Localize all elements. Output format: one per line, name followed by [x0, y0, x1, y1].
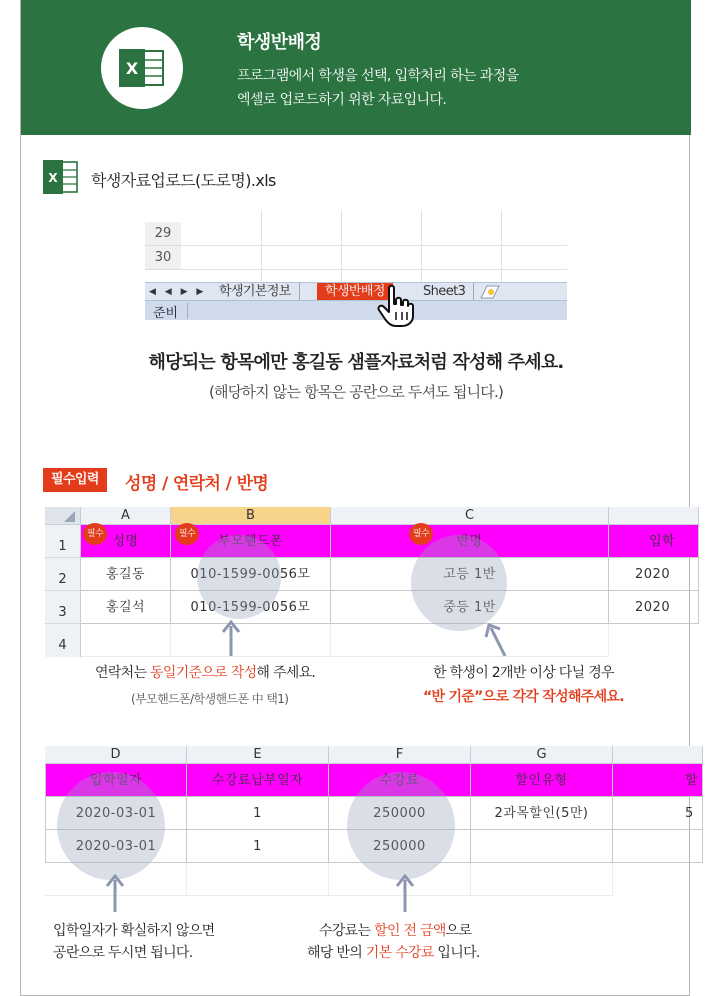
svg-text:X: X [48, 171, 58, 185]
row-header[interactable]: 3 [45, 591, 81, 624]
header-description [237, 64, 519, 112]
note-class-line1: 한 학생이 2개반 이상 다닐 경우 [433, 665, 614, 681]
arrow-up-icon [393, 874, 417, 914]
row-header[interactable]: 2 [45, 558, 81, 591]
required-title: 성명 / 연락처 / 반명 [125, 474, 269, 494]
sheet-nav-arrows[interactable]: ◀ ◀ ▶ ▶ [149, 287, 207, 297]
sheet-required [45, 507, 691, 657]
guide-frame [20, 0, 699, 996]
note-fee-highlight2: 기본 수강료 [365, 945, 434, 961]
row-header[interactable]: 1 [45, 525, 81, 558]
header-cell-fee[interactable]: 수강료 [329, 764, 471, 797]
sheet-tab-bar [145, 282, 567, 300]
select-all-icon[interactable] [45, 507, 81, 525]
highlight-circle [411, 535, 507, 631]
arrow-up-icon [103, 874, 127, 914]
table-cell[interactable]: 2020-03-01 [45, 830, 187, 863]
table-cell[interactable]: 010-1599-0056모 [171, 591, 331, 624]
column-header-b[interactable]: B [171, 507, 331, 525]
table-cell[interactable] [187, 863, 329, 896]
column-header-a[interactable]: A [81, 507, 171, 525]
table-cell[interactable]: 홍길동 [81, 558, 171, 591]
table-cell[interactable] [471, 830, 613, 863]
column-header-f[interactable]: F [329, 746, 471, 764]
svg-text:X: X [125, 59, 139, 78]
header-cell-payment-date[interactable]: 수강료납부일자 [187, 764, 329, 797]
row-number: 29 [145, 222, 181, 246]
required-tag: 필수 [409, 523, 433, 545]
table-cell[interactable]: 5 [613, 797, 703, 830]
note-class-highlight: “반 기준”으로 각각 작성해주세요. [423, 689, 624, 705]
note-contact-highlight: 동일기준으로 작성 [150, 665, 257, 681]
grid-row [181, 222, 567, 246]
arrow-up-left-icon [483, 622, 513, 660]
header-cell-class-name[interactable]: 반명 [331, 525, 609, 558]
note-fee-prefix: 수강료는 [319, 923, 375, 939]
note-contact [95, 662, 315, 684]
table-cell[interactable]: 010-1599-0056모 [171, 558, 331, 591]
table-cell[interactable] [613, 830, 703, 863]
note-date-line1: 입학일자가 확실하지 않으면 [53, 923, 215, 939]
table-cell[interactable]: 250000 [329, 830, 471, 863]
status-text: 준비 [153, 306, 179, 321]
grid-row [181, 246, 567, 270]
excel-file-icon [43, 160, 79, 194]
table-cell[interactable] [81, 624, 171, 657]
column-header-d[interactable] [609, 507, 699, 525]
grid-line [501, 210, 502, 283]
note-fee-suffix2: 입니다. [433, 945, 480, 961]
grid-line [261, 210, 262, 283]
note-fee-suffix: 으로 [445, 923, 472, 939]
tab-student-info[interactable]: 학생기본정보 [211, 283, 300, 301]
table-cell[interactable]: 2020-03-01 [45, 797, 187, 830]
table-cell[interactable]: 2020 [609, 591, 699, 624]
highlight-circle [197, 535, 281, 619]
table-cell[interactable] [171, 624, 331, 657]
table-cell[interactable]: 1 [187, 797, 329, 830]
status-bar [145, 300, 567, 320]
row-header[interactable]: 4 [45, 624, 81, 657]
table-cell[interactable]: 250000 [329, 797, 471, 830]
table-cell[interactable]: 고등 1반 [331, 558, 609, 591]
table-cell[interactable]: 2020 [609, 558, 699, 591]
header-cell-discount-type[interactable]: 할인유형 [471, 764, 613, 797]
highlight-circle [57, 772, 165, 880]
note-date-line2: 공란으로 두시면 됩니다. [53, 945, 193, 961]
file-name[interactable]: 학생자료업로드(도로명).xls [91, 171, 276, 190]
sheet-corner [45, 507, 81, 525]
note-contact-sub: (부모핸드폰/학생핸드폰 中 택1) [131, 692, 289, 706]
table-cell[interactable] [471, 863, 613, 896]
column-header-g[interactable]: G [471, 746, 613, 764]
note-fee-line1 [319, 920, 471, 942]
grid-line [421, 210, 422, 283]
column-header-e[interactable]: E [187, 746, 329, 764]
table-cell[interactable]: 2과목할인(5만) [471, 797, 613, 830]
note-fee-highlight: 할인 전 금액 [374, 923, 446, 939]
column-header-d[interactable]: D [45, 746, 187, 764]
excel-icon [119, 49, 165, 87]
table-cell[interactable]: 중등 1반 [331, 591, 609, 624]
notice-main: 해당되는 항목에만 홍길동 샘플자료처럼 작성해 주세요. [148, 352, 564, 373]
header-cell-admission[interactable]: 입학 [609, 525, 699, 558]
logo-circle [101, 27, 183, 109]
column-header-h[interactable] [613, 746, 703, 764]
status-divider [187, 303, 188, 319]
tab-class-assign[interactable]: 학생반배정 [317, 283, 393, 301]
note-contact-prefix: 연락처는 [95, 665, 151, 681]
hand-pointer-icon [375, 284, 415, 328]
tab-sheet3[interactable]: Sheet3 [415, 283, 474, 301]
header-cell-admission-date[interactable]: 입학일자 [45, 764, 187, 797]
notice-sub: (해당하지 않는 항목은 공란으로 두셔도 됩니다.) [208, 383, 504, 401]
header-cell-discount[interactable]: 할 [613, 764, 703, 797]
page-title: 학생반배정 [237, 32, 322, 53]
note-fee-prefix2: 해당 반의 [307, 945, 366, 961]
table-cell[interactable]: 홍길석 [81, 591, 171, 624]
arrow-up-icon [219, 620, 249, 658]
excel-preview [145, 210, 567, 320]
header-desc-line1: 프로그램에서 학생을 선택, 입학처리 하는 과정을 [237, 68, 519, 84]
header-cell-parent-phone[interactable]: 부모핸드폰 [171, 525, 331, 558]
required-badge: 필수입력 [43, 468, 107, 492]
note-fee-line2 [307, 942, 480, 964]
row-number: 30 [145, 246, 181, 270]
insert-sheet-icon[interactable] [479, 285, 501, 299]
required-tag: 필수 [83, 523, 107, 545]
header-desc-line2: 엑셀로 업로드하기 위한 자료입니다. [237, 92, 447, 108]
note-contact-suffix: 해 주세요. [256, 665, 316, 681]
header-banner [21, 0, 691, 135]
note-class-line2 [423, 686, 624, 708]
required-tag: 필수 [175, 523, 199, 545]
grid-line [341, 210, 342, 283]
highlight-circle [347, 772, 455, 880]
column-header-c[interactable]: C [331, 507, 609, 525]
header-cell-name[interactable]: 성명 [81, 525, 171, 558]
table-cell[interactable]: 1 [187, 830, 329, 863]
